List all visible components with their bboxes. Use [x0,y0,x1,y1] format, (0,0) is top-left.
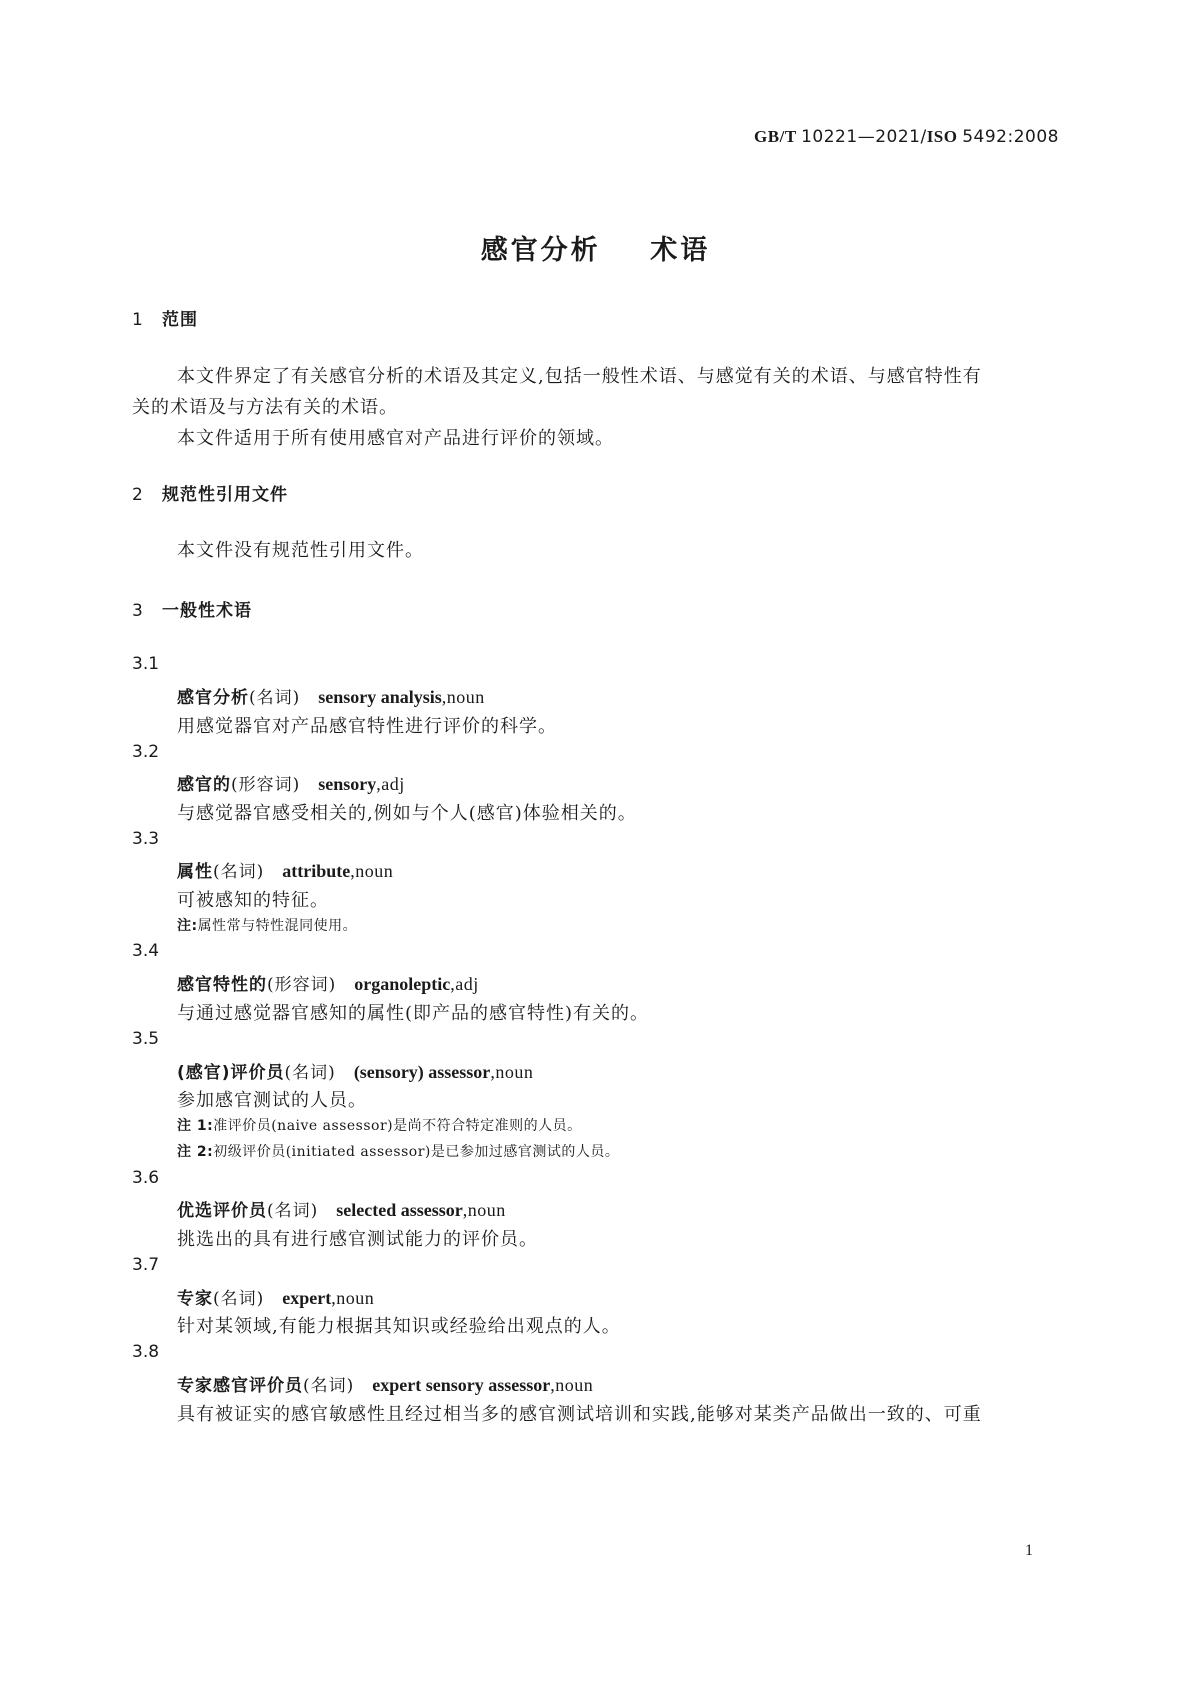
term-zh: 优选评价员 [177,1201,267,1221]
term-definition: 与通过感觉器官感知的属性(即产品的感官特性)有关的。 [177,1003,650,1024]
std-code-iso: ISO [926,127,958,146]
term-en: selected assessor [336,1200,463,1220]
term-definition: 针对某领域,有能力根据其知识或经验给出观点的人。 [177,1316,621,1337]
term-number: 3.6 [132,1168,160,1188]
section-2-para-1: 本文件没有规范性引用文件。 [177,540,424,561]
section-3-title: 一般性术语 [162,601,252,621]
term-definition: 与感觉器官感受相关的,例如与个人(感官)体验相关的。 [177,803,637,824]
std-code-prefix: GB/T [754,127,797,146]
term-pos-en: ,noun [331,1288,375,1308]
term-definition: 用感觉器官对产品感官特性进行评价的科学。 [177,716,557,737]
term-entry [177,770,405,795]
note-text: 准评价员(naive assessor)是尚不符合特定准则的人员。 [213,1118,582,1134]
section-1-para-1-line-1: 本文件界定了有关感官分析的术语及其定义,包括一般性术语、与感觉有关的术语、与感官特性有 [177,366,982,387]
term-zh: 属性 [177,862,213,882]
term-number: 3.1 [132,654,160,674]
term-entry [177,1371,593,1396]
section-3-number: 3 [132,601,144,621]
note-text: 初级评价员(initiated assessor)是已参加过感官测试的人员。 [213,1144,620,1160]
term-definition: 可被感知的特征。 [177,890,329,911]
term-en: (sensory) assessor [353,1062,491,1082]
term-pos-zh: (形容词) [231,775,301,795]
term-zh: (感官)评价员 [177,1063,285,1083]
section-1-number: 1 [132,310,144,330]
term-pos-zh: (名词) [213,862,265,882]
term-zh: 专家 [177,1289,213,1309]
section-1-title: 范围 [162,310,198,330]
term-entry [177,1196,506,1221]
term-pos-zh: (名词) [267,1201,319,1221]
term-number: 3.5 [132,1029,160,1049]
document-title: 感官分析 术语 [480,235,711,266]
term-number: 3.2 [132,742,160,762]
term-en: sensory [318,774,377,794]
term-zh: 专家感官评价员 [177,1376,303,1396]
term-pos-en: ,noun [441,687,485,707]
term-pos-zh: (名词) [303,1376,355,1396]
term-entry [177,970,479,995]
term-note [177,1115,582,1135]
note-label: 注 2: [177,1144,214,1160]
term-pos-en: ,noun [490,1062,534,1082]
term-pos-zh: (形容词) [267,975,337,995]
term-en: expert [282,1288,332,1308]
term-entry [177,857,393,882]
term-zh: 感官的 [177,775,231,795]
term-number: 3.8 [132,1342,160,1362]
standard-code [754,127,1059,147]
term-number: 3.4 [132,941,160,961]
section-2-title: 规范性引用文件 [162,485,288,505]
term-definition: 参加感官测试的人员。 [177,1090,367,1111]
term-note [177,1141,619,1161]
section-1-para-2: 本文件适用于所有使用感官对产品进行评价的领域。 [177,428,614,449]
page-number: 1 [1025,1542,1033,1559]
term-entry [177,1284,374,1309]
term-entry [177,683,485,708]
term-zh: 感官特性的 [177,975,267,995]
term-en: sensory analysis [318,687,442,707]
term-note [177,915,357,935]
section-1-para-1-line-2: 关的术语及与方法有关的术语。 [132,397,398,418]
note-label: 注 1: [177,1118,214,1134]
section-3-heading [132,596,252,621]
term-pos-zh: (名词) [249,688,301,708]
section-2-number: 2 [132,485,144,505]
term-number: 3.7 [132,1255,160,1275]
term-definition: 具有被证实的感官敏感性且经过相当多的感官测试培训和实践,能够对某类产品做出一致的、可重 [177,1404,982,1425]
term-pos-en: ,adj [450,974,479,994]
term-pos-zh: (名词) [213,1289,265,1309]
note-label: 注: [177,918,198,934]
section-2-heading [132,480,288,505]
term-pos-en: ,adj [376,774,405,794]
term-number: 3.3 [132,829,160,849]
section-1-heading [132,305,198,330]
term-pos-en: ,noun [462,1200,506,1220]
std-code-number: 10221—2021/ [801,127,927,147]
term-en: organoleptic [354,974,451,994]
term-en: attribute [282,861,351,881]
term-pos-zh: (名词) [284,1063,336,1083]
term-zh: 感官分析 [177,688,249,708]
std-code-iso-number: 5492:2008 [962,127,1059,147]
term-en: expert sensory assessor [372,1375,551,1395]
term-entry [177,1058,533,1083]
note-text: 属性常与特性混同使用。 [197,918,358,934]
term-definition: 挑选出的具有进行感官测试能力的评价员。 [177,1229,538,1250]
term-pos-en: ,noun [550,1375,594,1395]
term-pos-en: ,noun [350,861,394,881]
